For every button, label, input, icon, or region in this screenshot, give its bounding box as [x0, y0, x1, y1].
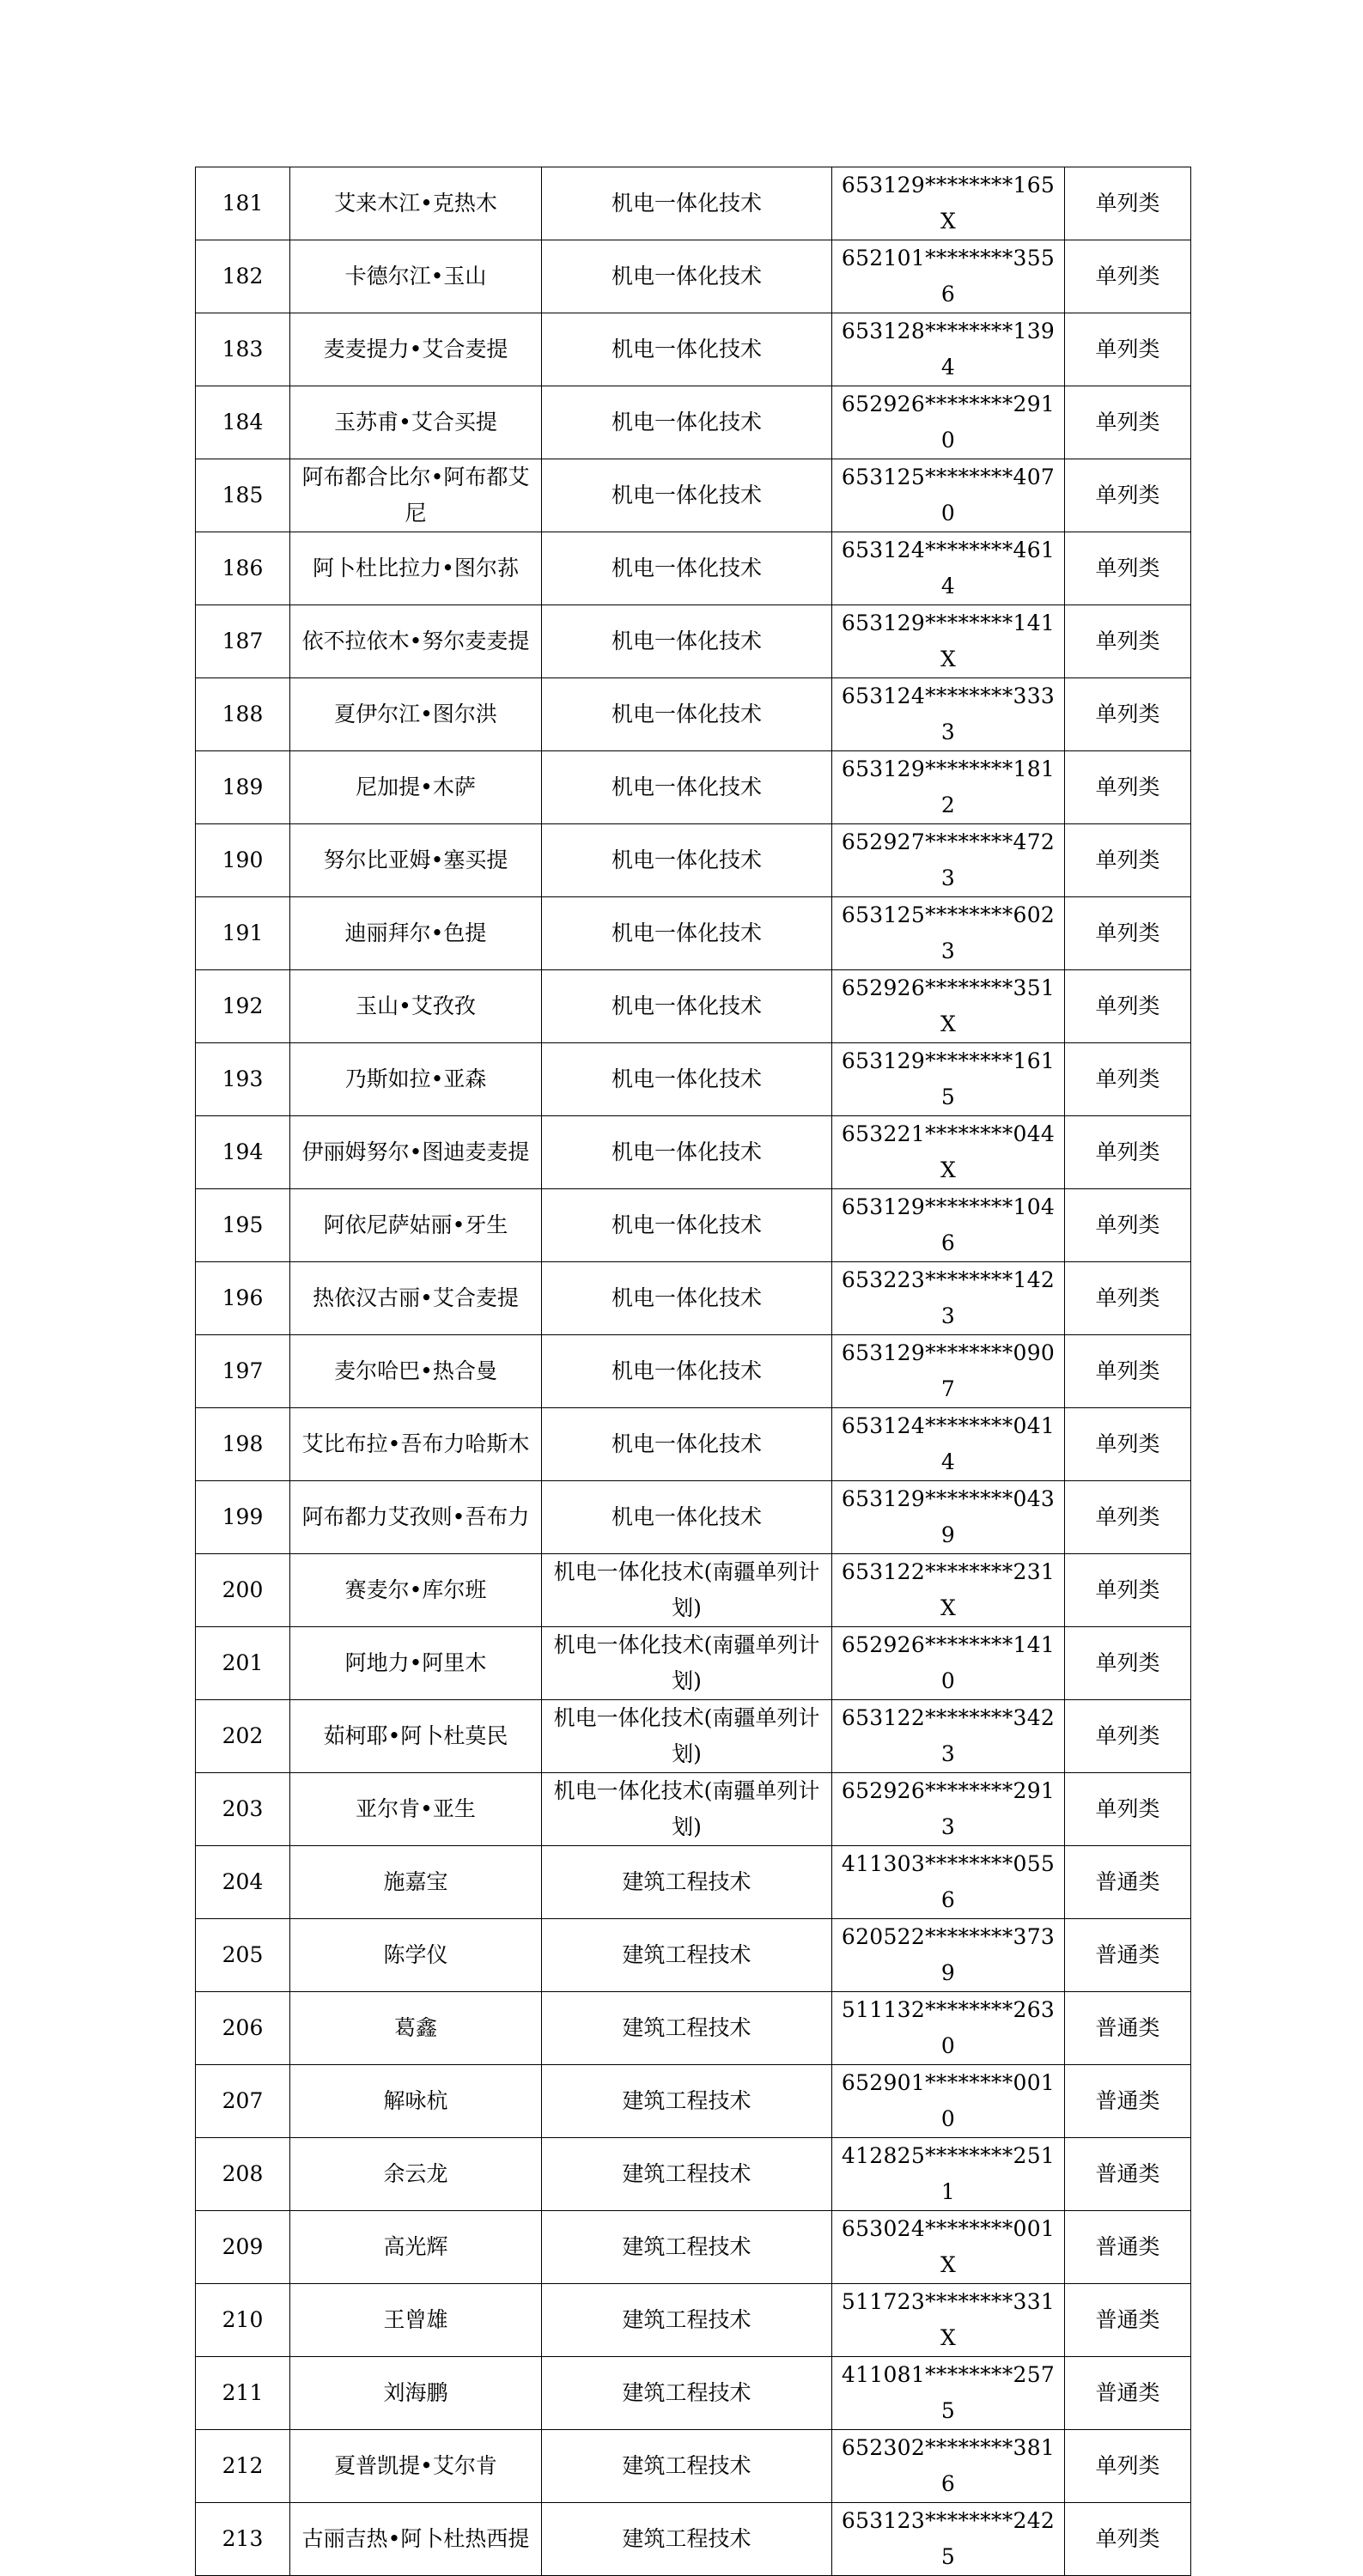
category-cell: 单列类 — [1065, 532, 1191, 605]
id-number-cell: 411303********0556 — [832, 1846, 1065, 1919]
id-number-cell: 653223********1423 — [832, 1262, 1065, 1335]
row-number-cell: 212 — [196, 2430, 290, 2503]
table-row — [196, 2065, 1191, 2138]
major-cell: 机电一体化技术 — [542, 1116, 832, 1189]
row-number-cell: 206 — [196, 1992, 290, 2065]
table-row — [196, 1116, 1191, 1189]
major-cell: 建筑工程技术 — [542, 1846, 832, 1919]
category-cell: 普通类 — [1065, 2211, 1191, 2284]
major-cell: 建筑工程技术 — [542, 2357, 832, 2430]
row-number-cell: 196 — [196, 1262, 290, 1335]
category-cell: 单列类 — [1065, 1773, 1191, 1846]
table-row — [196, 313, 1191, 386]
category-cell: 单列类 — [1065, 1700, 1191, 1773]
row-number-cell: 188 — [196, 678, 290, 751]
major-cell: 建筑工程技术 — [542, 2284, 832, 2357]
table-row — [196, 751, 1191, 824]
row-number-cell: 197 — [196, 1335, 290, 1408]
category-cell: 普通类 — [1065, 2065, 1191, 2138]
row-number-cell: 194 — [196, 1116, 290, 1189]
major-cell: 建筑工程技术 — [542, 2211, 832, 2284]
category-cell: 单列类 — [1065, 1043, 1191, 1116]
id-number-cell: 652901********0010 — [832, 2065, 1065, 2138]
row-number-cell: 195 — [196, 1189, 290, 1262]
category-cell: 单列类 — [1065, 824, 1191, 897]
id-number-cell: 652926********351X — [832, 970, 1065, 1043]
student-name-cell: 余云龙 — [290, 2138, 542, 2211]
category-cell: 单列类 — [1065, 1116, 1191, 1189]
table-row — [196, 1846, 1191, 1919]
table-row — [196, 2430, 1191, 2503]
id-number-cell: 653123********2425 — [832, 2503, 1065, 2576]
roster-table-body — [196, 167, 1191, 2576]
id-number-cell: 411081********2575 — [832, 2357, 1065, 2430]
row-number-cell: 182 — [196, 240, 290, 313]
table-row — [196, 824, 1191, 897]
table-row — [196, 1189, 1191, 1262]
table-row — [196, 970, 1191, 1043]
student-name-cell: 伊丽姆努尔•图迪麦麦提 — [290, 1116, 542, 1189]
row-number-cell: 193 — [196, 1043, 290, 1116]
table-row — [196, 2284, 1191, 2357]
table-row — [196, 1773, 1191, 1846]
category-cell: 普通类 — [1065, 2357, 1191, 2430]
category-cell: 单列类 — [1065, 897, 1191, 970]
table-row — [196, 678, 1191, 751]
student-name-cell: 迪丽拜尔•色提 — [290, 897, 542, 970]
major-cell: 机电一体化技术 — [542, 751, 832, 824]
table-row — [196, 1919, 1191, 1992]
table-row — [196, 897, 1191, 970]
id-number-cell: 653122********231X — [832, 1554, 1065, 1627]
id-number-cell: 653221********044X — [832, 1116, 1065, 1189]
student-name-cell: 阿布都力艾孜则•吾布力 — [290, 1481, 542, 1554]
row-number-cell: 181 — [196, 167, 290, 240]
table-row — [196, 459, 1191, 532]
category-cell: 普通类 — [1065, 1919, 1191, 1992]
id-number-cell: 653125********4070 — [832, 459, 1065, 532]
id-number-cell: 652926********2913 — [832, 1773, 1065, 1846]
category-cell: 单列类 — [1065, 313, 1191, 386]
major-cell: 机电一体化技术 — [542, 386, 832, 459]
major-cell: 建筑工程技术 — [542, 1919, 832, 1992]
student-name-cell: 卡德尔江•玉山 — [290, 240, 542, 313]
row-number-cell: 200 — [196, 1554, 290, 1627]
row-number-cell: 183 — [196, 313, 290, 386]
student-name-cell: 陈学仪 — [290, 1919, 542, 1992]
id-number-cell: 412825********2511 — [832, 2138, 1065, 2211]
category-cell: 单列类 — [1065, 1481, 1191, 1554]
table-row — [196, 532, 1191, 605]
student-name-cell: 施嘉宝 — [290, 1846, 542, 1919]
table-row — [196, 1335, 1191, 1408]
major-cell: 机电一体化技术 — [542, 1262, 832, 1335]
student-name-cell: 玉苏甫•艾合买提 — [290, 386, 542, 459]
student-name-cell: 王曾雄 — [290, 2284, 542, 2357]
category-cell: 普通类 — [1065, 2138, 1191, 2211]
major-cell: 机电一体化技术 — [542, 824, 832, 897]
major-cell: 建筑工程技术 — [542, 1992, 832, 2065]
id-number-cell: 653125********6023 — [832, 897, 1065, 970]
row-number-cell: 186 — [196, 532, 290, 605]
student-name-cell: 刘海鹏 — [290, 2357, 542, 2430]
id-number-cell: 653124********0414 — [832, 1408, 1065, 1481]
row-number-cell: 184 — [196, 386, 290, 459]
major-cell: 机电一体化技术 — [542, 678, 832, 751]
row-number-cell: 207 — [196, 2065, 290, 2138]
row-number-cell: 204 — [196, 1846, 290, 1919]
major-cell: 建筑工程技术 — [542, 2138, 832, 2211]
id-number-cell: 620522********3739 — [832, 1919, 1065, 1992]
student-name-cell: 尼加提•木萨 — [290, 751, 542, 824]
row-number-cell: 187 — [196, 605, 290, 678]
student-name-cell: 解咏杭 — [290, 2065, 542, 2138]
id-number-cell: 653129********165X — [832, 167, 1065, 240]
category-cell: 单列类 — [1065, 167, 1191, 240]
row-number-cell: 192 — [196, 970, 290, 1043]
table-row — [196, 386, 1191, 459]
id-number-cell: 511132********2630 — [832, 1992, 1065, 2065]
table-row — [196, 1992, 1191, 2065]
category-cell: 单列类 — [1065, 1627, 1191, 1700]
category-cell: 单列类 — [1065, 240, 1191, 313]
major-cell: 机电一体化技术 — [542, 897, 832, 970]
table-row — [196, 1554, 1191, 1627]
student-name-cell: 阿布都合比尔•阿布都艾尼 — [290, 459, 542, 532]
major-cell: 机电一体化技术 — [542, 1189, 832, 1262]
id-number-cell: 653122********3423 — [832, 1700, 1065, 1773]
student-name-cell: 茹柯耶•阿卜杜莫民 — [290, 1700, 542, 1773]
student-name-cell: 乃斯如拉•亚森 — [290, 1043, 542, 1116]
major-cell: 机电一体化技术 — [542, 532, 832, 605]
table-row — [196, 2138, 1191, 2211]
category-cell: 单列类 — [1065, 1189, 1191, 1262]
category-cell: 单列类 — [1065, 1554, 1191, 1627]
category-cell: 普通类 — [1065, 1846, 1191, 1919]
major-cell: 机电一体化技术 — [542, 240, 832, 313]
major-cell: 机电一体化技术 — [542, 313, 832, 386]
category-cell: 单列类 — [1065, 459, 1191, 532]
category-cell: 单列类 — [1065, 1262, 1191, 1335]
major-cell: 机电一体化技术(南疆单列计划) — [542, 1700, 832, 1773]
table-row — [196, 1700, 1191, 1773]
id-number-cell: 652926********2910 — [832, 386, 1065, 459]
category-cell: 单列类 — [1065, 605, 1191, 678]
category-cell: 单列类 — [1065, 386, 1191, 459]
table-row — [196, 1043, 1191, 1116]
id-number-cell: 511723********331X — [832, 2284, 1065, 2357]
major-cell: 机电一体化技术 — [542, 1408, 832, 1481]
category-cell: 单列类 — [1065, 1408, 1191, 1481]
id-number-cell: 653124********4614 — [832, 532, 1065, 605]
row-number-cell: 191 — [196, 897, 290, 970]
row-number-cell: 211 — [196, 2357, 290, 2430]
major-cell: 机电一体化技术 — [542, 1481, 832, 1554]
row-number-cell: 185 — [196, 459, 290, 532]
major-cell: 建筑工程技术 — [542, 2065, 832, 2138]
id-number-cell: 653129********1615 — [832, 1043, 1065, 1116]
row-number-cell: 208 — [196, 2138, 290, 2211]
id-number-cell: 653129********141X — [832, 605, 1065, 678]
table-row — [196, 2357, 1191, 2430]
category-cell: 单列类 — [1065, 2503, 1191, 2576]
student-name-cell: 玉山•艾孜孜 — [290, 970, 542, 1043]
major-cell: 机电一体化技术 — [542, 459, 832, 532]
major-cell: 机电一体化技术 — [542, 1043, 832, 1116]
student-name-cell: 热依汉古丽•艾合麦提 — [290, 1262, 542, 1335]
row-number-cell: 190 — [196, 824, 290, 897]
row-number-cell: 189 — [196, 751, 290, 824]
student-name-cell: 艾比布拉•吾布力哈斯木 — [290, 1408, 542, 1481]
roster-table — [195, 167, 1191, 2576]
category-cell: 单列类 — [1065, 751, 1191, 824]
id-number-cell: 653024********001X — [832, 2211, 1065, 2284]
student-name-cell: 夏普凯提•艾尔肯 — [290, 2430, 542, 2503]
row-number-cell: 213 — [196, 2503, 290, 2576]
row-number-cell: 205 — [196, 1919, 290, 1992]
student-name-cell: 赛麦尔•库尔班 — [290, 1554, 542, 1627]
row-number-cell: 199 — [196, 1481, 290, 1554]
student-name-cell: 麦尔哈巴•热合曼 — [290, 1335, 542, 1408]
id-number-cell: 652927********4723 — [832, 824, 1065, 897]
student-name-cell: 艾来木江•克热木 — [290, 167, 542, 240]
student-name-cell: 阿卜杜比拉力•图尔荪 — [290, 532, 542, 605]
row-number-cell: 203 — [196, 1773, 290, 1846]
table-row — [196, 2503, 1191, 2576]
category-cell: 单列类 — [1065, 678, 1191, 751]
student-name-cell: 努尔比亚姆•塞买提 — [290, 824, 542, 897]
id-number-cell: 652302********3816 — [832, 2430, 1065, 2503]
category-cell: 普通类 — [1065, 2284, 1191, 2357]
major-cell: 机电一体化技术 — [542, 1335, 832, 1408]
student-name-cell: 依不拉依木•努尔麦麦提 — [290, 605, 542, 678]
id-number-cell: 653129********0439 — [832, 1481, 1065, 1554]
category-cell: 单列类 — [1065, 2430, 1191, 2503]
row-number-cell: 209 — [196, 2211, 290, 2284]
major-cell: 机电一体化技术 — [542, 605, 832, 678]
category-cell: 普通类 — [1065, 1992, 1191, 2065]
major-cell: 机电一体化技术 — [542, 970, 832, 1043]
table-row — [196, 605, 1191, 678]
major-cell: 机电一体化技术(南疆单列计划) — [542, 1627, 832, 1700]
id-number-cell: 653129********1046 — [832, 1189, 1065, 1262]
major-cell: 建筑工程技术 — [542, 2503, 832, 2576]
table-row — [196, 240, 1191, 313]
student-name-cell: 阿地力•阿里木 — [290, 1627, 542, 1700]
row-number-cell: 201 — [196, 1627, 290, 1700]
category-cell: 单列类 — [1065, 1335, 1191, 1408]
table-row — [196, 1262, 1191, 1335]
student-name-cell: 古丽吉热•阿卜杜热西提 — [290, 2503, 542, 2576]
major-cell: 建筑工程技术 — [542, 2430, 832, 2503]
category-cell: 单列类 — [1065, 970, 1191, 1043]
id-number-cell: 653129********1812 — [832, 751, 1065, 824]
id-number-cell: 652101********3556 — [832, 240, 1065, 313]
id-number-cell: 653124********3333 — [832, 678, 1065, 751]
student-name-cell: 亚尔肯•亚生 — [290, 1773, 542, 1846]
table-row — [196, 1481, 1191, 1554]
student-name-cell: 高光辉 — [290, 2211, 542, 2284]
id-number-cell: 652926********1410 — [832, 1627, 1065, 1700]
student-name-cell: 葛鑫 — [290, 1992, 542, 2065]
table-row — [196, 1408, 1191, 1481]
id-number-cell: 653129********0907 — [832, 1335, 1065, 1408]
major-cell: 机电一体化技术 — [542, 167, 832, 240]
row-number-cell: 210 — [196, 2284, 290, 2357]
student-name-cell: 阿依尼萨姑丽•牙生 — [290, 1189, 542, 1262]
row-number-cell: 198 — [196, 1408, 290, 1481]
student-name-cell: 麦麦提力•艾合麦提 — [290, 313, 542, 386]
row-number-cell: 202 — [196, 1700, 290, 1773]
table-row — [196, 1627, 1191, 1700]
major-cell: 机电一体化技术(南疆单列计划) — [542, 1773, 832, 1846]
id-number-cell: 653128********1394 — [832, 313, 1065, 386]
table-row — [196, 2211, 1191, 2284]
table-row — [196, 167, 1191, 240]
major-cell: 机电一体化技术(南疆单列计划) — [542, 1554, 832, 1627]
student-name-cell: 夏伊尔江•图尔洪 — [290, 678, 542, 751]
